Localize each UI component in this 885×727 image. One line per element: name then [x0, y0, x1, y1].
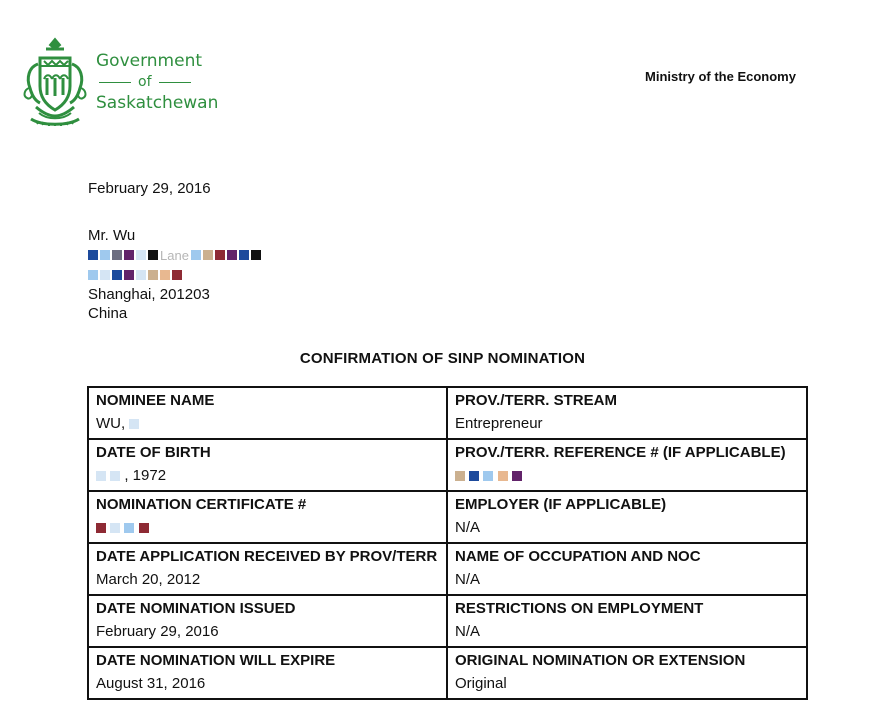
redaction-mark	[227, 250, 237, 260]
redacted-address-line-1	[88, 246, 261, 266]
reference-number-value	[455, 464, 799, 487]
nomination-type-value: Original	[455, 675, 507, 692]
redaction-mark	[483, 471, 493, 481]
redaction-mark	[124, 270, 134, 280]
redaction-mark	[129, 419, 139, 429]
stream-value: Entrepreneur	[455, 415, 543, 432]
stream-label: PROV./TERR. STREAM	[455, 392, 617, 409]
redaction-mark	[136, 250, 146, 260]
nominee-name-value	[96, 412, 439, 435]
logo-of-text: of	[138, 74, 152, 90]
redaction-mark	[100, 270, 110, 280]
employer-cell	[447, 491, 807, 543]
certificate-number-cell	[88, 491, 447, 543]
redaction-mark	[498, 471, 508, 481]
nomination-expiry-label: DATE NOMINATION WILL EXPIRE	[96, 652, 336, 669]
employer-value: N/A	[455, 519, 481, 536]
faded-address-text: Lane	[160, 247, 189, 263]
certificate-number-value	[96, 516, 439, 539]
nomination-issued-label: DATE NOMINATION ISSUED	[96, 600, 296, 617]
date-of-birth-value	[96, 464, 439, 487]
redaction-mark	[191, 250, 201, 260]
reference-number-cell	[447, 439, 807, 491]
ministry-name: Ministry of the Economy	[645, 69, 796, 84]
redaction-mark	[172, 270, 182, 280]
government-logo	[22, 36, 222, 130]
employer-label: EMPLOYER (IF APPLICABLE)	[455, 496, 667, 513]
redaction-mark	[469, 471, 479, 481]
logo-saskatchewan-text: Saskatchewan	[96, 93, 219, 113]
redaction-mark	[160, 270, 170, 280]
application-received-value: March 20, 2012	[96, 571, 201, 588]
government-wordmark	[96, 50, 220, 114]
logo-of-line	[99, 72, 220, 92]
redaction-mark	[96, 523, 106, 533]
date-of-birth-year-text: , 1972	[124, 467, 167, 484]
nomination-expiry-cell	[88, 647, 447, 699]
nomination-issued-cell	[88, 595, 447, 647]
nominee-name-text: WU,	[96, 415, 126, 432]
redaction-mark	[136, 270, 146, 280]
occupation-noc-value: N/A	[455, 571, 481, 588]
date-of-birth-label: DATE OF BIRTH	[96, 444, 211, 461]
stream-cell	[447, 387, 807, 439]
redaction-mark	[148, 270, 158, 280]
logo-government-text: Government	[96, 51, 203, 71]
certificate-number-label: NOMINATION CERTIFICATE #	[96, 496, 307, 513]
redaction-mark	[203, 250, 213, 260]
redaction-mark	[110, 523, 120, 533]
table-row-certificate-employer	[88, 491, 807, 543]
redacted-address-line-2	[88, 265, 261, 285]
nominee-name-label: NOMINEE NAME	[96, 392, 215, 409]
saskatchewan-crest-icon	[22, 36, 88, 128]
reference-number-label: PROV./TERR. REFERENCE # (IF APPLICABLE)	[455, 444, 786, 461]
nomination-type-label: ORIGINAL NOMINATION OR EXTENSION	[455, 652, 746, 669]
employment-restrictions-label: RESTRICTIONS ON EMPLOYMENT	[455, 600, 704, 617]
recipient-country: China	[88, 305, 128, 322]
redaction-mark	[139, 523, 149, 533]
redaction-mark	[251, 250, 261, 260]
redaction-mark	[455, 471, 465, 481]
application-received-cell	[88, 543, 447, 595]
redaction-mark	[512, 471, 522, 481]
nomination-issued-value: February 29, 2016	[96, 623, 219, 640]
table-row-issued-restrictions	[88, 595, 807, 647]
date-of-birth-cell	[88, 439, 447, 491]
table-row-birth-reference	[88, 439, 807, 491]
employment-restrictions-cell	[447, 595, 807, 647]
nomination-type-cell	[447, 647, 807, 699]
application-received-label: DATE APPLICATION RECEIVED BY PROV/TERR	[96, 548, 438, 565]
occupation-noc-cell	[447, 543, 807, 595]
nominee-name-cell	[88, 387, 447, 439]
document-title: CONFIRMATION OF SINP NOMINATION	[299, 350, 586, 367]
recipient-city: Shanghai, 201203	[88, 285, 210, 303]
redaction-mark	[112, 270, 122, 280]
nomination-expiry-value: August 31, 2016	[96, 675, 206, 692]
redaction-mark	[96, 471, 106, 481]
redaction-mark	[148, 250, 158, 260]
redaction-mark	[215, 250, 225, 260]
occupation-noc-label: NAME OF OCCUPATION AND NOC	[455, 548, 701, 565]
table-row-nominee	[88, 387, 807, 439]
recipient-address	[88, 226, 261, 324]
nomination-details-table	[87, 386, 808, 700]
redaction-mark	[100, 250, 110, 260]
table-row-application-occupation	[88, 543, 807, 595]
redaction-mark	[88, 250, 98, 260]
redaction-mark	[88, 270, 98, 280]
redaction-mark	[239, 250, 249, 260]
redaction-mark	[124, 250, 134, 260]
logo-right-rule	[159, 82, 191, 83]
redaction-mark	[124, 523, 134, 533]
employment-restrictions-value: N/A	[455, 623, 481, 640]
letter-date: February 29, 2016	[88, 180, 211, 197]
table-row-expiry-original	[88, 647, 807, 699]
recipient-name: Mr. Wu	[88, 227, 136, 244]
redaction-mark	[110, 471, 120, 481]
redaction-mark	[112, 250, 122, 260]
logo-left-rule	[99, 82, 131, 83]
